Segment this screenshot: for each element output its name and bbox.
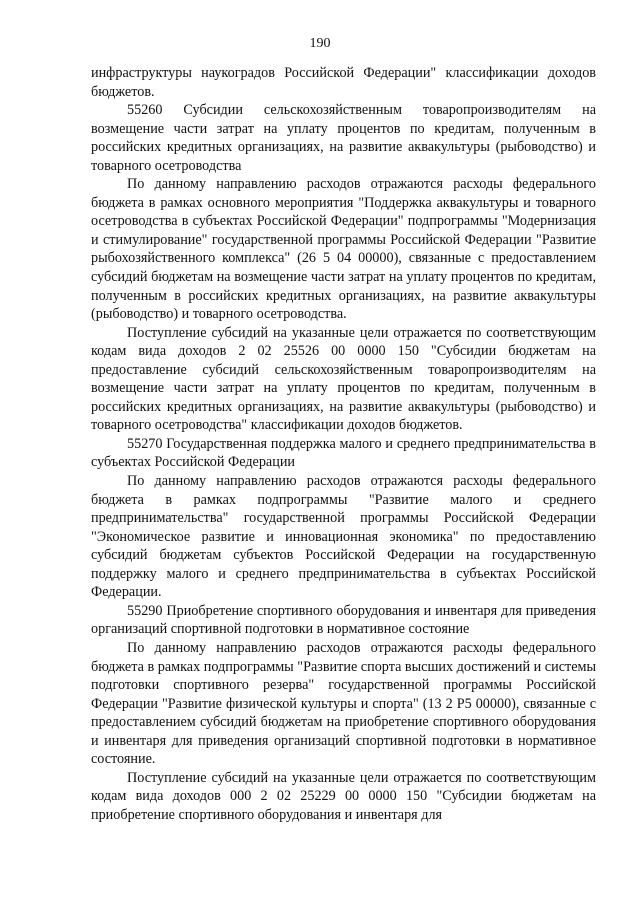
paragraph-55290-income: Поступление субсидий на указанные цели отражается по соответствующим кодам вида доходов 000 2 02 25229 00 0000 150 "Субсидии бюджетам на приобретение спортивного оборудования и инвентаря для — [91, 769, 596, 823]
document-body — [91, 64, 596, 824]
paragraph-55260-expenses: По данному направлению расходов отражаются расходы федерального бюджета в рамках основного мероприятия "Поддержка аквакультуры и товарного осетроводства в субъектах Российской Федерации" подпрограммы "Модернизация и стимулирование" государственной программы Российской Федерации "Развитие рыбохозяйственного комплекса" (26 5 04 00000), связанные с предоставлением субсидий бюджетам на возмещение части затрат на уплату процентов по кредитам, полученным в российских кредитных организациях, на развитие аквакультуры (рыбоводство) и товарного осетроводства. — [91, 176, 596, 323]
paragraph-55270-expenses: По данному направлению расходов отражаются расходы федерального бюджета в рамках подпрограммы "Развитие малого и среднего предпринимательства" государственной программы Российской Федерации "Экономическое развитие и инновационная экономика" по предоставлению субсидий бюджетам субъектов Российской Федерации на государственную поддержку малого и среднего предпринимательства в субъектах Российской Федерации. — [91, 473, 596, 601]
paragraph-55290-expenses: По данному направлению расходов отражаются расходы федерального бюджета в рамках подпрограммы "Развитие спорта высших достижений и системы подготовки спортивного резерва" государственной программы Российской Федерации "Развитие физической культуры и спорта" (13 2 Р5 00000), связанные с предоставлением субсидий бюджетам на приобретение спортивного оборудования и инвентаря для приведения организаций спортивной подготовки в нормативное состояние. — [91, 639, 596, 768]
heading-55260: 55260 Субсидии сельскохозяйственным товаропроизводителям на возмещение части затрат на уплату процентов по кредитам, полученным в российских кредитных организациях, на развитие аквакультуры (рыбоводство) и товарного осетроводства — [91, 102, 596, 174]
heading-55270: 55270 Государственная поддержка малого и среднего предпринимательства в субъектах Российской Федерации — [91, 435, 596, 471]
paragraph-55260-income: Поступление субсидий на указанные цели отражается по соответствующим кодам вида доходов 2 02 25526 00 0000 150 "Субсидии бюджетам на предоставление субсидий сельскохозяйственным товаропроизводителям на возмещение части затрат на уплату процентов по кредитам, полученным в российских кредитных организациях, на развитие аквакультуры (рыбоводство) и товарного осетроводства" классификации доходов бюджетов. — [91, 324, 596, 434]
heading-55290: 55290 Приобретение спортивного оборудования и инвентаря для приведения организаций спортивной подготовки в нормативное состояние — [91, 602, 596, 638]
page-number: 190 — [309, 36, 331, 51]
paragraph-continuation: инфраструктуры наукоградов Российской Федерации" классификации доходов бюджетов. — [91, 65, 596, 100]
